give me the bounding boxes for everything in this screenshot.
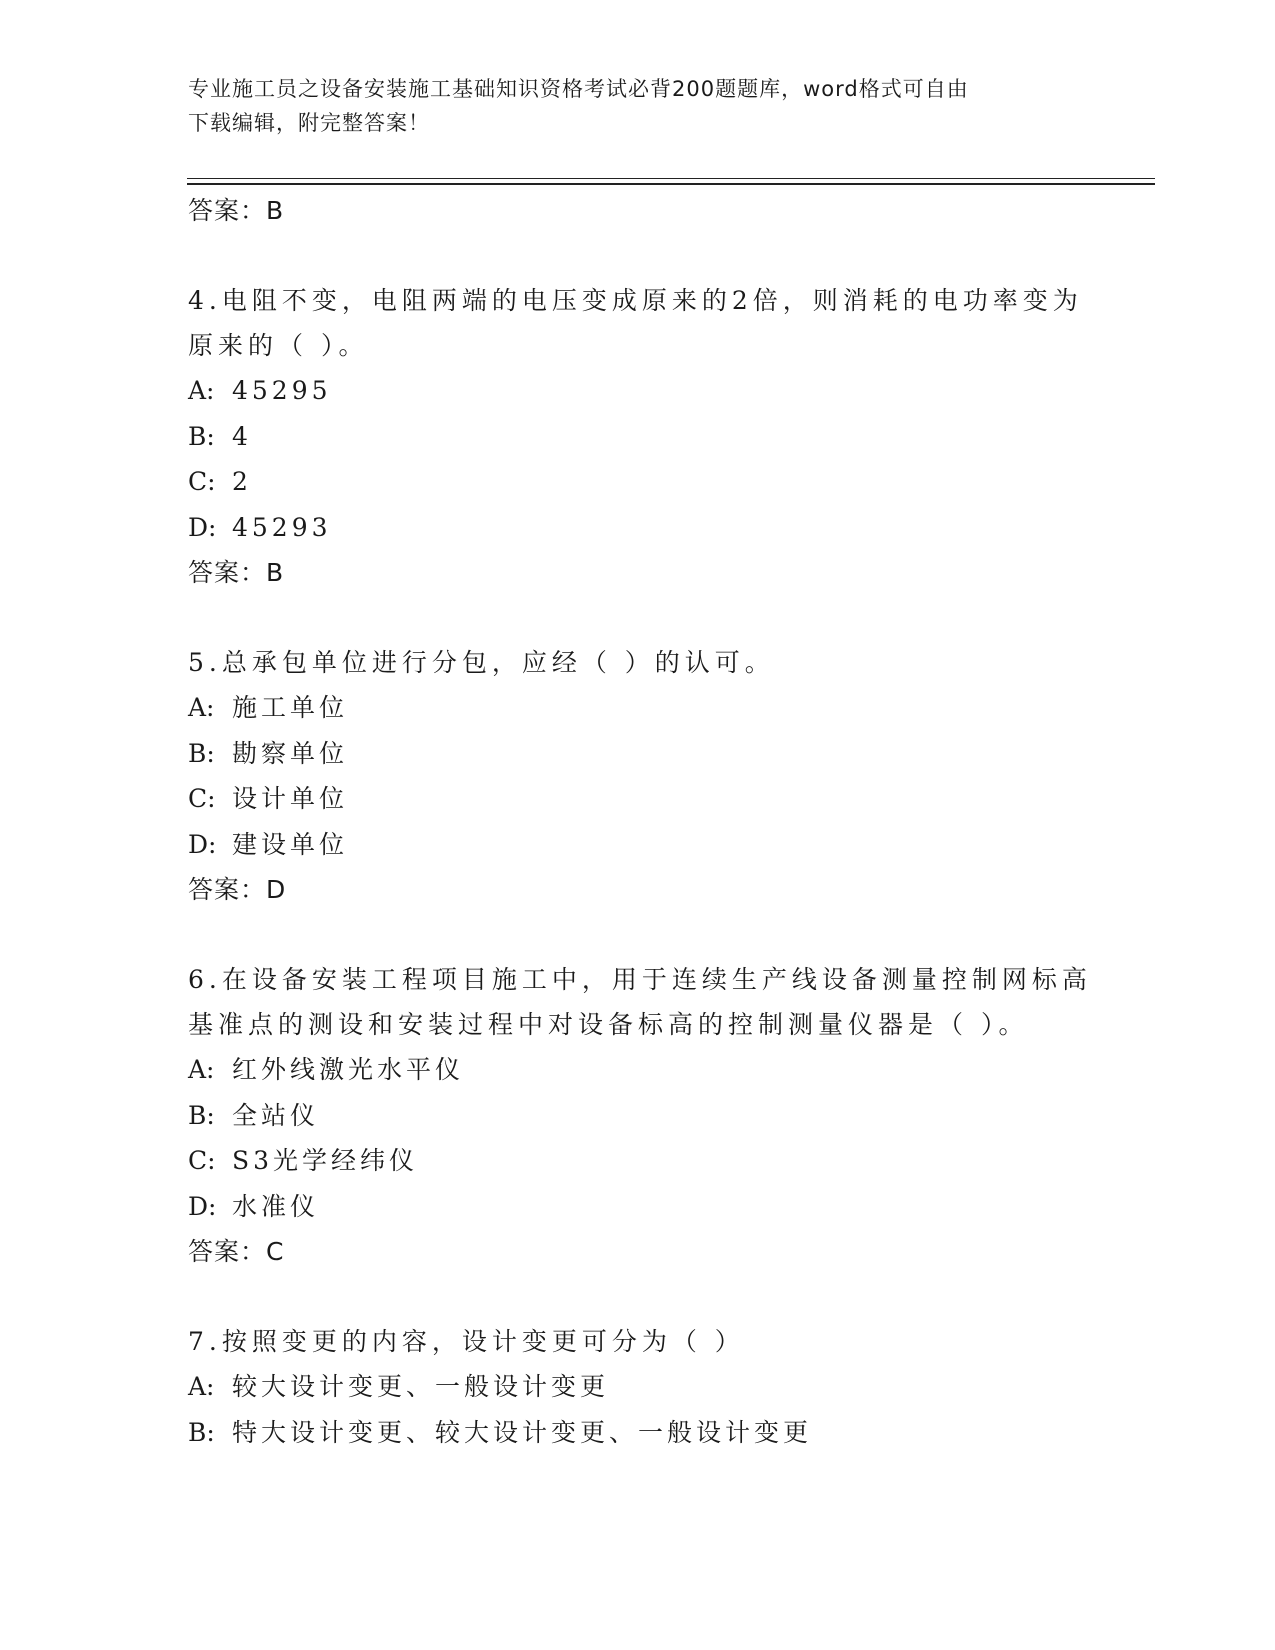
question-block xyxy=(188,278,1148,595)
spacer xyxy=(188,233,1148,278)
spacer xyxy=(188,595,1148,640)
question-text: 5.总承包单位进行分包，应经（ ）的认可。 xyxy=(188,648,775,677)
option-b xyxy=(188,1093,1148,1139)
answer-line: 答案：D xyxy=(188,875,287,904)
option-text: 水准仪 xyxy=(232,1191,320,1221)
question-list xyxy=(188,188,1148,1455)
option-d xyxy=(188,822,1148,868)
option-d xyxy=(188,1184,1148,1230)
header-line-2: 下载编辑，附完整答案！ xyxy=(188,111,430,135)
option-text: 勘察单位 xyxy=(232,738,349,768)
option-a xyxy=(188,1364,1148,1410)
answer-line: 答案：B xyxy=(188,558,285,587)
spacer xyxy=(188,1274,1148,1319)
option-b xyxy=(188,731,1148,777)
option-text: S3光学经纬仪 xyxy=(232,1146,419,1175)
question-text: 6.在设备安装工程项目施工中，用于连续生产线设备测量控制网标高 xyxy=(188,965,1092,994)
header-divider-thick xyxy=(187,183,1155,185)
option-key: D: xyxy=(188,512,217,542)
question-block xyxy=(188,640,1148,912)
option-b xyxy=(188,414,1148,460)
option-key: C: xyxy=(188,467,216,496)
header-line-1: 专业施工员之设备安装施工基础知识资格考试必背200题题库，word格式可自由 xyxy=(188,77,969,101)
answer-line: 答案：C xyxy=(188,1237,285,1266)
question-text: 4.电阻不变，电阻两端的电压变成原来的2倍，则消耗的电功率变为 xyxy=(188,286,1083,315)
option-b xyxy=(188,1410,1148,1456)
option-text: 建设单位 xyxy=(232,829,349,859)
option-text: 特大设计变更、较大设计变更、一般设计变更 xyxy=(232,1417,813,1447)
question-text: 原来的（ ）。 xyxy=(188,331,369,360)
option-text: 全站仪 xyxy=(232,1100,320,1130)
option-c xyxy=(188,1138,1148,1184)
option-text: 45295 xyxy=(232,376,332,405)
option-key: D: xyxy=(188,829,217,859)
option-c xyxy=(188,459,1148,505)
option-text: 2 xyxy=(232,467,252,496)
question-text: 7.按照变更的内容，设计变更可分为（ ） xyxy=(188,1327,745,1356)
option-c xyxy=(188,776,1148,822)
question-block xyxy=(188,957,1148,1274)
option-key: B: xyxy=(188,1417,215,1447)
option-key: A: xyxy=(188,376,215,405)
option-key: B: xyxy=(188,421,215,451)
option-key: C: xyxy=(188,784,216,813)
option-d xyxy=(188,505,1148,551)
option-a xyxy=(188,685,1148,731)
question-text: 基准点的测设和安装过程中对设备标高的控制测量仪器是（ ）。 xyxy=(188,1010,1029,1039)
option-text: 4 xyxy=(232,421,252,451)
option-text: 施工单位 xyxy=(232,693,349,722)
option-key: D: xyxy=(188,1191,217,1221)
document-header xyxy=(188,72,1088,140)
option-key: A: xyxy=(188,1055,215,1084)
spacer xyxy=(188,912,1148,957)
option-a xyxy=(188,368,1148,414)
option-key: C: xyxy=(188,1146,216,1175)
answer-line: 答案：B xyxy=(188,196,285,225)
option-text: 较大设计变更、一般设计变更 xyxy=(232,1372,610,1401)
option-key: B: xyxy=(188,738,215,768)
option-a xyxy=(188,1047,1148,1093)
option-key: A: xyxy=(188,693,215,722)
option-text: 45293 xyxy=(232,512,332,542)
option-text: 设计单位 xyxy=(232,784,349,813)
header-divider-thin xyxy=(187,178,1155,179)
question-block xyxy=(188,1319,1148,1455)
option-key: B: xyxy=(188,1100,215,1130)
option-text: 红外线激光水平仪 xyxy=(232,1055,465,1084)
option-key: A: xyxy=(188,1372,215,1401)
